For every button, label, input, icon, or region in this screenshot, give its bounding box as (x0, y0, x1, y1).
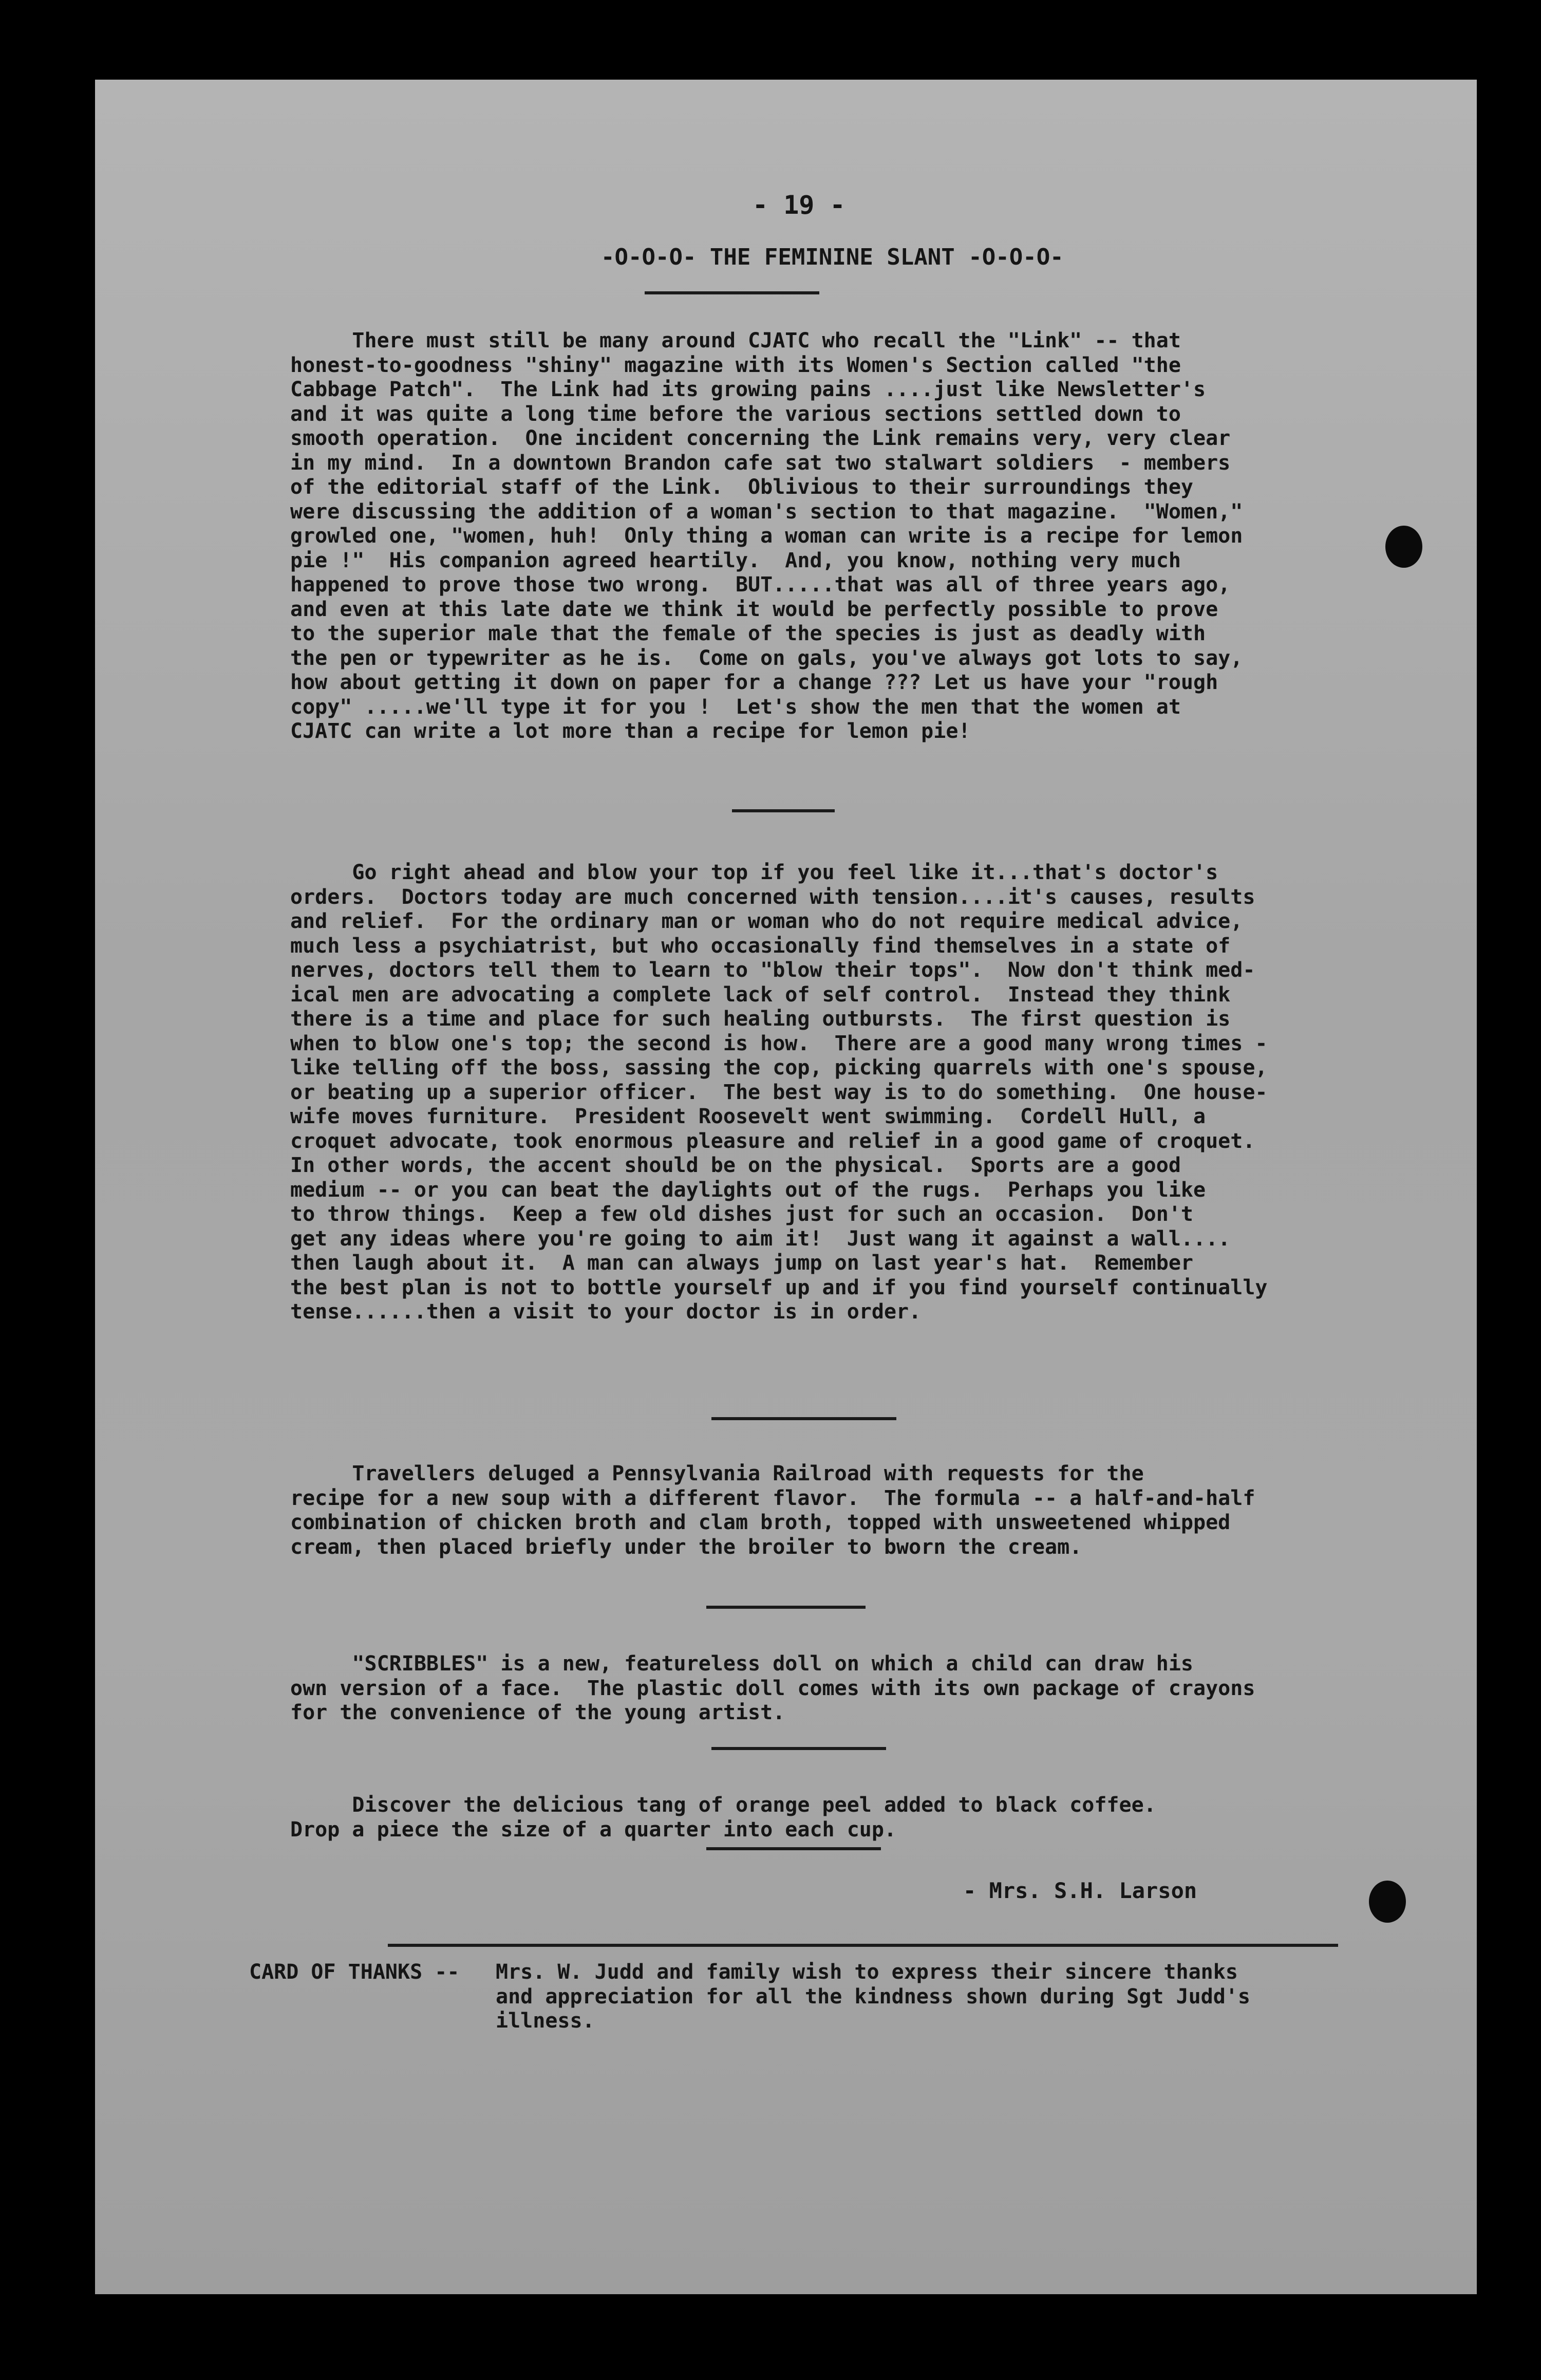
punch-hole (1369, 1881, 1406, 1923)
paragraph-soup-recipe: Travellers deluged a Pennsylvania Railroad with requests for the recipe for a new soup with a different flavor. The formula -- a half-and-half combination of chicken broth and clam broth, topped with unsweetened whipped cream, then placed briefly under the broiler to bworn the cream. (290, 1462, 1255, 1559)
paragraph-orange-peel: Discover the delicious tang of orange peel added to black coffee. Drop a piece the size of a quarter into each cup. (290, 1793, 1156, 1842)
document-page (95, 80, 1477, 2294)
separator-rule (732, 809, 835, 812)
paragraph-scribbles-doll: "SCRIBBLES" is a new, featureless doll on which a child can draw his own version of a face. The plastic doll comes with its own package of crayons for the convenience of the young artist. (290, 1652, 1255, 1724)
section-heading: -O-O-O- THE FEMININE SLANT -O-O-O- (601, 244, 1064, 270)
separator-rule (706, 1606, 866, 1609)
paragraph-link-magazine: There must still be many around CJATC who recall the "Link" -- that honest-to-goodness "shiny" magazine with its Women's Section called "the Cabbage Patch". The Link had its growing pains ....just like Newsletter's and it was quite a long time before the various sections settled down to smooth operation. One incident concerning the Link remains very, very clear in my mind. In a downtown Brandon cafe sat two stalwart soldiers - members of the editorial staff of the Link. Oblivious to their surroundings they were discussing the addition of a woman's section to that magazine. "Women," growled one, "women, huh! Only thing a woman can write is a recipe for lemon pie !" His companion agreed heartily. And, you know, nothing very much happened to prove those two wrong. BUT.....that was all of three years ago, and even at this late date we think it would be perfectly possible to prove to the superior male that the female of the species is just as deadly with the pen or typewriter as he is. Come on gals, you've always got lots to say, how about getting it down on paper for a change ??? Let us have your "rough copy" .....we'll type it for you ! Let's show the men that the women at CJATC can write a lot more than a recipe for lemon pie! (290, 329, 1243, 743)
separator-rule (706, 1847, 881, 1850)
page-number: - 19 - (753, 190, 845, 220)
author-signature: - Mrs. S.H. Larson (963, 1878, 1197, 1903)
card-of-thanks-label: CARD OF THANKS -- (249, 1960, 460, 1984)
punch-hole (1385, 526, 1422, 568)
paragraph-blow-your-top: Go right ahead and blow your top if you feel like it...that's doctor's orders. Doctors today are much concerned with tension....it's causes, results and relief. For the ordinary man or woman who do not require medical advice, much less a psychiatrist, but who occasionally find themselves in a state of nerves, doctors tell them to learn to "blow their tops". Now don't think med- ical men are advocating a complete lack of self control. Instead they think there is a time and place for such healing outbursts. The first question is when to blow one's top; the second is how. There are a good many wrong times - like telling off the boss, sassing the cop, picking quarrels with one's spouse, or beating up a superior officer. The best way is to do something. One house- wife moves furniture. President Roosevelt went swimming. Cordell Hull, a croquet advocate, took enormous pleasure and relief in a good game of croquet. In other words, the accent should be on the physical. Sports are a good medium -- or you can beat the daylights out of the rugs. Perhaps you like to throw things. Keep a few old dishes just for such an occasion. Don't get any ideas where you're going to aim it! Just wang it against a wall.... then laugh about it. A man can always jump on last year's hat. Remember the best plan is not to bottle yourself up and if you find yourself continually tense......then a visit to your doctor is in order. (290, 861, 1268, 1324)
full-width-rule (388, 1944, 1338, 1947)
separator-rule (711, 1747, 886, 1750)
heading-underline (645, 291, 819, 294)
separator-rule (711, 1417, 896, 1420)
card-of-thanks-text: Mrs. W. Judd and family wish to express their sincere thanks and appreciation for all the kindness shown during Sgt Judd's illness. (496, 1960, 1251, 2033)
